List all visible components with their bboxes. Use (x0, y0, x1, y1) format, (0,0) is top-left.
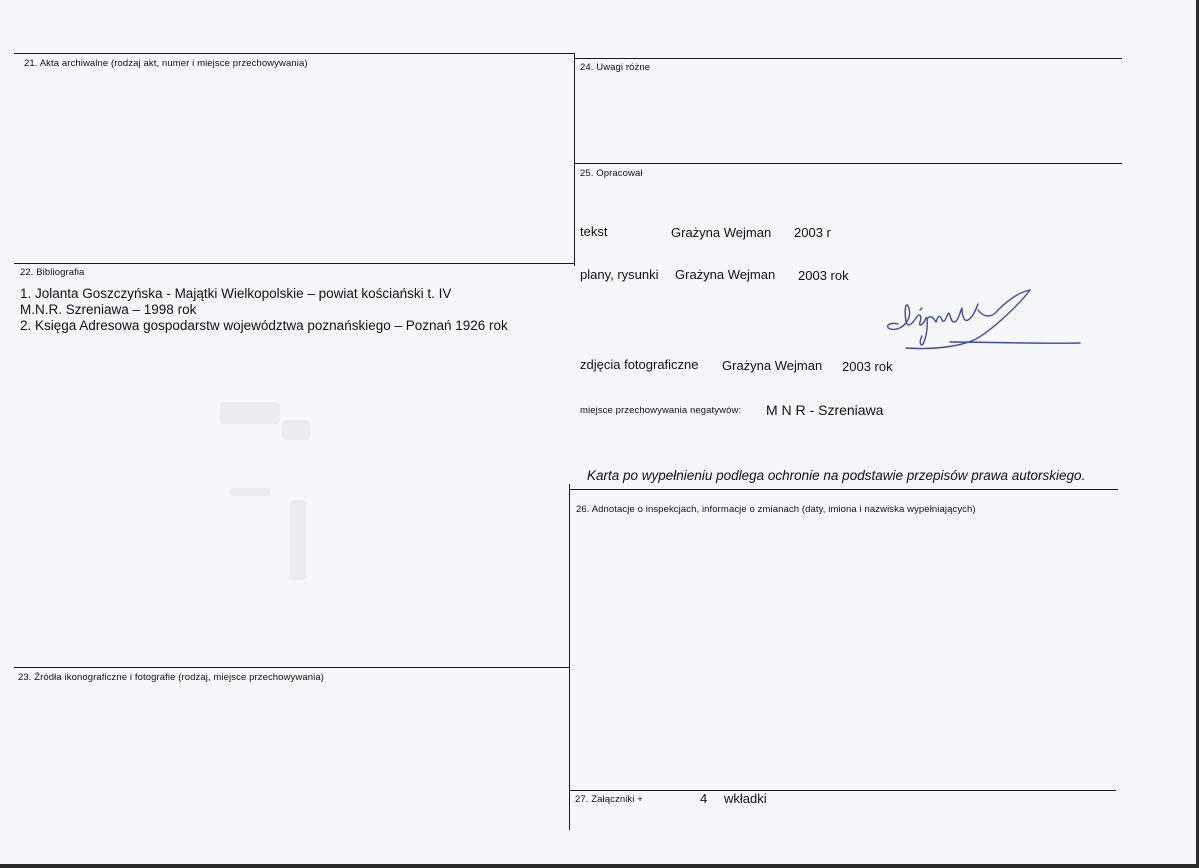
zdjecia-label: zdjęcia fotograficzne (580, 357, 699, 372)
rule-23 (14, 667, 569, 668)
tekst-label: tekst (580, 224, 608, 239)
bibliography-list (20, 286, 508, 334)
zdjecia-date: 2003 rok (842, 359, 893, 374)
section-23-label: 23. Źródła ikonograficzne i fotografie (rodzaj, miejsce przechowywania) (18, 672, 324, 683)
scan-smudge (290, 500, 306, 580)
rule-25 (574, 163, 1122, 164)
attachments-count: 4 (700, 791, 708, 806)
tekst-date: 2003 r (794, 225, 831, 240)
zdjecia-author: Grażyna Wejman (722, 358, 823, 373)
scan-smudge (282, 420, 310, 440)
section-26-label: 26. Adnotacje o inspekcjach, informacje o zmianach (daty, imiona i nazwiska wypełniających) (576, 504, 976, 515)
plany-date: 2003 rok (798, 268, 849, 283)
signature-image (880, 288, 1085, 358)
bibliography-line: 2. Księga Adresowa gospodarstw województwa poznańskiego – Poznań 1926 rok (20, 318, 508, 333)
copyright-note: Karta po wypełnieniu podlega ochronie na podstawie przepisów prawa autorskiego. (587, 468, 1086, 483)
section-21-label: 21. Akta archiwalne (rodzaj akt, numer i miejsce przechowywania) (24, 58, 308, 69)
rule-22 (14, 263, 574, 264)
bibliography-line: 1. Jolanta Goszczyńska - Majątki Wielkopolskie – powiat kościański t. IV (20, 286, 452, 301)
bibliography-line: M.N.R. Szreniawa – 1998 rok (20, 302, 197, 317)
tekst-author: Grażyna Wejman (671, 225, 772, 240)
rule-24 (574, 58, 1122, 59)
section-25-label: 25. Opracował (580, 168, 643, 179)
section-24-label: 24. Uwagi różne (580, 62, 651, 73)
attachments-unit: wkładki (724, 791, 767, 806)
section-22-label: 22. Bibliografia (20, 267, 85, 278)
scan-smudge (230, 488, 270, 496)
plany-author: Grażyna Wejman (675, 267, 776, 282)
negatywy-value: M N R - Szreniawa (766, 402, 884, 418)
rule-26 (569, 489, 1118, 490)
negatywy-label: miejsce przechowywania negatywów: (580, 405, 742, 416)
divider-upper (574, 53, 575, 266)
plany-label: plany, rysunki (580, 267, 659, 282)
divider-lower (569, 484, 570, 830)
rule-21 (14, 53, 574, 54)
rule-27 (569, 790, 1116, 791)
scan-smudge (220, 402, 280, 424)
section-27-label: 27. Załączniki + (575, 794, 643, 805)
